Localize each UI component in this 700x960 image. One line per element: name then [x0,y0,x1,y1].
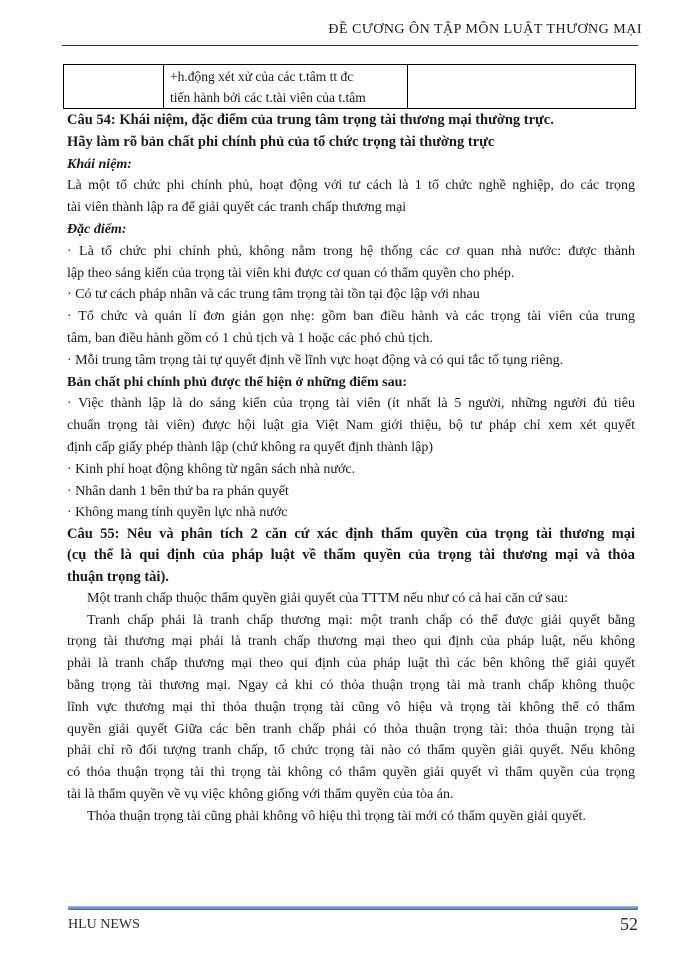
table-cell-text [164,65,408,109]
paragraph-line: Là một tổ chức phi chính phủ, hoạt động với tư cách là 1 tổ chức nghề nghiệp, do các trọng [67,178,635,194]
paragraph-line: lĩnh vực thương mại thì thỏa thuận trọng tài cũng vô hiệu và trọng tài không thể có thẩm [67,699,635,715]
table-cell-line: +h.động xét xử của các t.tâm tt đc [170,69,354,84]
question-54-title: Câu 54: Khái niệm, đặc điểm của trung tâm trọng tài thương mại thường trực. [67,112,554,128]
paragraph-line: có thỏa thuận trọng tài thì trọng tài không có thẩm quyền giải quyết vì thẩm quyền của trọng [67,765,635,781]
footer-divider [68,906,638,910]
bullet-line: chuẩn trọng tài viên) được hội luật gia Việt Nam giới thiệu, bộ tư pháp chỉ xem xét quyết [67,418,635,434]
footer-publication: HLU NEWS [68,917,140,932]
bullet-line: · Có tư cách pháp nhân và các trung tâm trọng tài tồn tại độc lập với nhau [67,287,480,303]
bullet-line: · Nhân danh 1 bên thứ ba ra phán quyết [67,483,289,499]
continuation-table [63,64,636,109]
table-row [64,65,636,109]
table-cell-line: tiến hành bởi các t.tài viên của t.tâm [170,90,366,105]
paragraph-line: Thỏa thuận trọng tài cũng phải không vô hiệu thì trọng tài mới có thẩm quyền giải quyết. [87,808,586,824]
bullet-line: · Tổ chức và quản lí đơn giản gọn nhẹ: gồm ban điều hành và các trọng tài viên của trung [67,309,635,325]
table-cell-empty [64,65,164,109]
paragraph-line: phải chỉ rõ đối tượng tranh chấp, tổ chức trọng tài nào có thẩm quyền giải quyết. Nếu không [67,743,635,759]
page-header-title: ĐỀ CƯƠNG ÔN TẬP MÔN LUẬT THƯƠNG MẠI [328,22,642,37]
page-number: 52 [620,914,638,934]
document-body [67,110,635,828]
bullet-line: định cấp giấy phép thành lập (chứ không ra quyết định thành lập) [67,439,434,455]
paragraph-line: quyền giải quyết Giữa các bên tranh chấp phải có thỏa thuận trọng tài: thỏa thuận trọng tài [67,721,635,737]
paragraph-line: trọng tài thương mại phải là tranh chấp thương mại theo qui định của pháp luật, nếu không [67,634,635,650]
paragraph-line: bằng trọng tài thương mại. Ngay cả khi có thỏa thuận trọng tài mà tranh chấp không thuộc [67,677,635,693]
paragraph-line: Một tranh chấp thuộc thẩm quyền giải quyết của TTTM nếu như có cả hai căn cứ sau: [87,590,569,606]
paragraph-line: tài là thẩm quyền về vụ việc không giống với thẩm quyền của tòa án. [67,786,454,802]
bullet-line: · Là tổ chức phi chính phủ, không nằm trong hệ thống các cơ quan nhà nước: được thành [67,243,635,259]
question-55-title: (cụ thể là qui định của pháp luật về thẩm quyền của trọng tài thương mại và thỏa [67,547,635,564]
question-55-title: Câu 55: Nêu và phân tích 2 căn cứ xác định thẩm quyền của trọng tài thương mại [67,526,635,543]
question-54-title: Hãy làm rõ bản chất phi chính phủ của tổ chức trọng tài thường trực [67,133,495,150]
paragraph-line: Tranh chấp phải là tranh chấp thương mại: một tranh chấp có thể được giải quyết bằng [87,612,635,628]
paragraph-line: tài viên thành lập ra để giải quyết các tranh chấp thương mại [67,200,407,216]
bullet-line: · Không mang tính quyền lực nhà nước [67,505,288,521]
bullet-line: · Mỗi trung tâm trọng tài tự quyết định về lĩnh vực hoạt động và có qui tắc tố tụng riêng. [67,352,564,368]
bullet-line: lập theo sáng kiến của trọng tài viên khi được cơ quan có thẩm quyền cho phép. [67,265,515,281]
table-cell-empty [408,65,636,109]
bullet-line: · Việc thành lập là do sáng kiến của trọng tài viên (ít nhất là 5 người, những người đủ tiêu [67,396,635,412]
concept-heading: Khái niệm: [67,156,132,172]
bullet-line: · Kinh phí hoạt động không từ ngân sách nhà nước. [67,461,356,477]
header-divider [62,45,638,46]
bullet-line: tâm, ban điều hành gồm có 1 chủ tịch và 1 hoặc các phó chủ tịch. [67,330,433,346]
paragraph-line: phải là tranh chấp thương mại theo qui định của pháp luật thì các bên không thể giải quyết [67,656,635,672]
nature-heading: Bản chất phi chính phủ được thể hiện ở những điểm sau: [67,374,408,390]
question-55-title: thuận trọng tài). [67,568,169,585]
features-heading: Đặc điểm: [67,221,127,237]
